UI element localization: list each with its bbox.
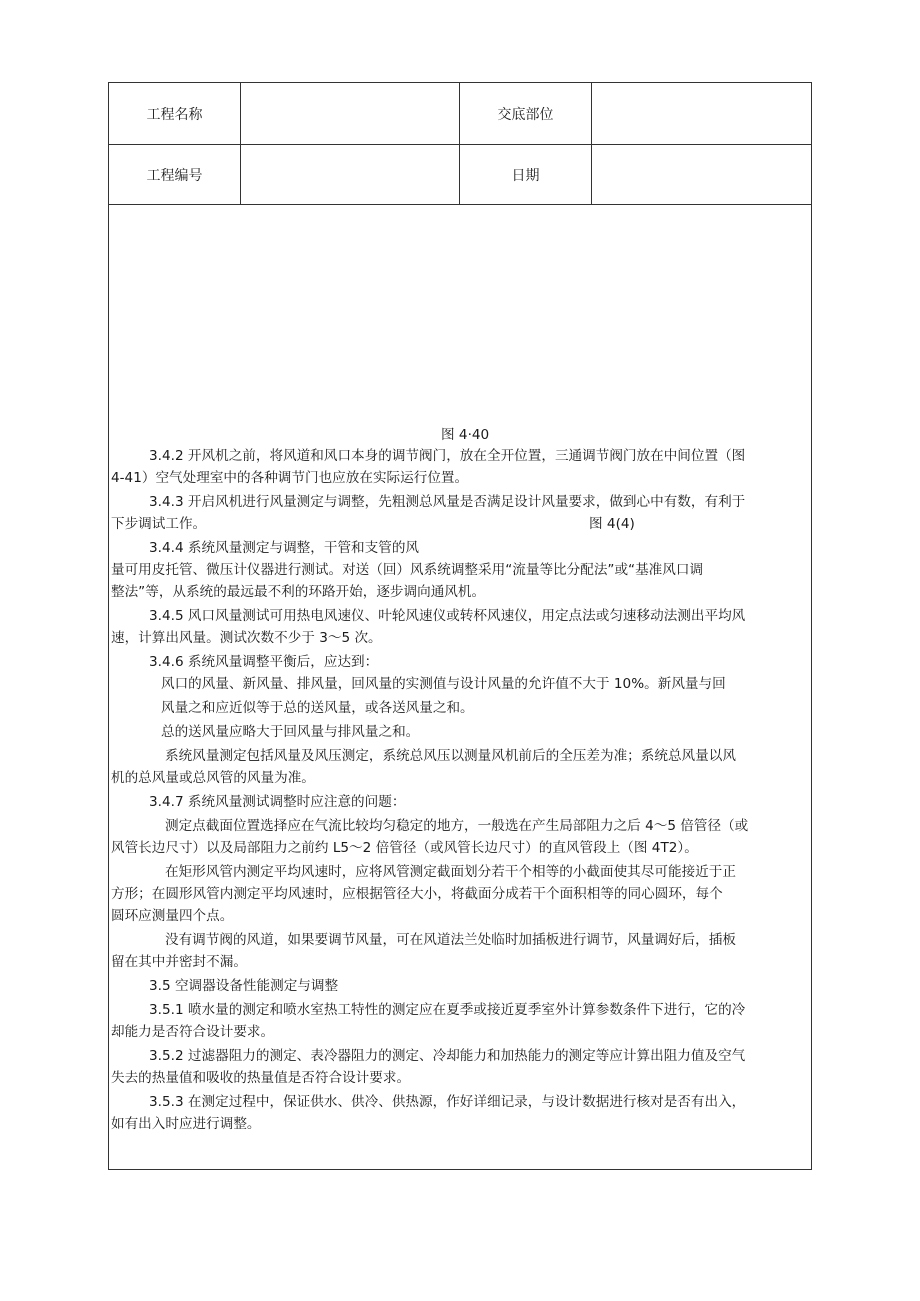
project-name-value[interactable]	[241, 83, 460, 144]
text-line: 量可用皮托管、微压计仪器进行测试。对送（回）风系统调整采用“流量等比分配法”或“基准风口调	[111, 562, 704, 578]
text-line: 风量之和应近似等于总的送风量，或各送风量之和。	[161, 700, 474, 716]
content-area	[109, 205, 811, 1171]
text-line: 3.4.3 开启风机进行风量测定与调整，先粗测总风量是否满足设计风量要求，做到心中有数，有利于	[149, 494, 746, 510]
text-line: 机的总风量或总风管的风量为准。	[111, 770, 315, 786]
text-line: 系统风量测定包括风量及风压测定，系统总风压以测量风机前后的全压差为准；系统总风量以风	[165, 748, 736, 764]
text-line: 4-41）空气处理室中的各种调节门也应放在实际运行位置。	[111, 470, 469, 486]
text-line: 速，计算出风量。测试次数不少于 3～5 次。	[111, 630, 382, 646]
text-line: 3.5 空调器设备性能测定与调整	[149, 978, 339, 994]
text-line: 没有调节阀的风道，如果要调节风量，可在风道法兰处临时加插板进行调节，风量调好后，插板	[165, 932, 736, 948]
handover-part-value[interactable]	[592, 83, 811, 144]
text-line: 3.5.2 过滤器阻力的测定、表冷器阻力的测定、冷却能力和加热能力的测定等应计算出阻力值及空气	[149, 1048, 746, 1064]
date-label: 日期	[460, 145, 592, 204]
handover-form	[108, 82, 812, 1170]
text-line: 3.4.4 系统风量测定与调整，干管和支管的风	[149, 540, 420, 556]
text-line: 3.5.1 喷水量的测定和喷水室热工特性的测定应在夏季或接近夏季室外计算参数条件下进行，它的冷	[149, 1002, 746, 1018]
header-row-2	[109, 145, 811, 205]
text-line: 失去的热量值和吸收的热量值是否符合设计要求。	[111, 1070, 411, 1086]
date-value[interactable]	[592, 145, 811, 204]
text-line: 3.4.7 系统风量测试调整时应注意的问题：	[149, 794, 406, 810]
text-line: 圆环应测量四个点。	[111, 908, 234, 924]
project-name-label: 工程名称	[109, 83, 241, 144]
handover-part-label: 交底部位	[460, 83, 592, 144]
text-line: 总的送风量应略大于回风量与排风量之和。	[161, 724, 420, 740]
project-no-label: 工程编号	[109, 145, 241, 204]
text-line: 留在其中并密封不漏。	[111, 954, 247, 970]
text-line: 却能力是否符合设计要求。	[111, 1024, 275, 1040]
text-line: 3.4.6 系统风量调整平衡后，应达到：	[149, 654, 379, 670]
header-row-1	[109, 83, 811, 145]
project-no-value[interactable]	[241, 145, 460, 204]
text-line: 风管长边尺寸）以及局部阻力之前约 L5～2 倍管径（或风管长边尺寸）的直风管段上（图 4T2）。	[111, 840, 698, 856]
text-line: 图 4(4)	[589, 516, 635, 532]
text-line: 风口的风量、新风量、排风量，回风量的实测值与设计风量的允许值不大于 10%。新风量与回	[161, 676, 726, 692]
text-line: 测定点截面位置选择应在气流比较均匀稳定的地方，一般选在产生局部阻力之后 4～5 倍管径（或	[165, 818, 749, 834]
text-line: 方形；在圆形风管内测定平均风速时，应根据管径大小，将截面分成若干个面积相等的同心圆环，每个	[111, 886, 723, 902]
text-line: 3.4.2 开风机之前，将风道和风口本身的调节阀门，放在全开位置，三通调节阀门放在中间位置（图	[149, 448, 746, 464]
text-line: 在矩形风管内测定平均风速时，应将风管测定截面划分若干个相等的小截面使其尽可能接近于正	[165, 864, 736, 880]
text-line: 下步调试工作。	[111, 516, 207, 532]
text-line: 3.4.5 风口风量测试可用热电风速仪、叶轮风速仪或转杯风速仪，用定点法或匀速移动法测出平均风	[149, 608, 746, 624]
text-line: 3.5.3 在测定过程中，保证供水、供冷、供热源，作好详细记录，与设计数据进行核对是否有出入，	[149, 1094, 746, 1110]
text-line: 如有出入时应进行调整。	[111, 1116, 261, 1132]
figure-caption: 图 4·40	[441, 427, 490, 443]
text-line: 整法”等，从系统的最远最不利的环路开始，逐步调向通风机。	[111, 584, 486, 600]
